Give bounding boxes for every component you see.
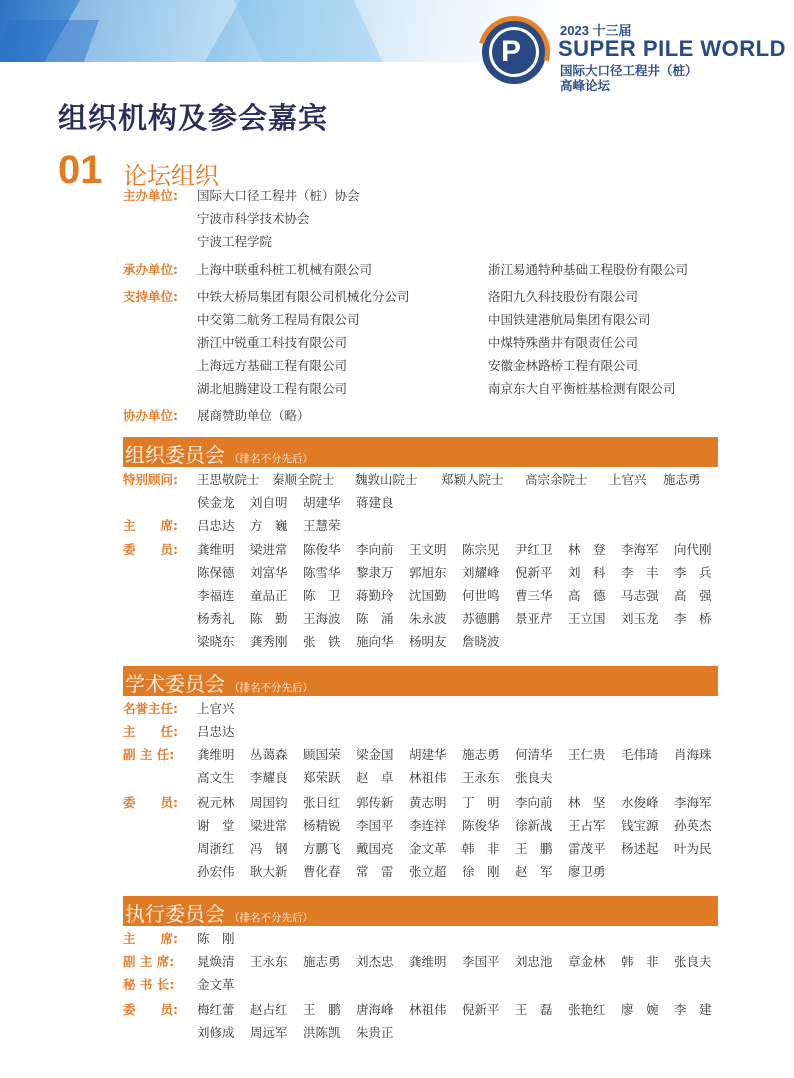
person-name: 杨秀礼 <box>197 611 235 626</box>
section-number: 01 <box>58 148 103 192</box>
person-name: 丁 明 <box>462 795 500 810</box>
person-name: 水俊峰 <box>621 795 659 810</box>
person-name: 杨精锐 <box>303 818 341 833</box>
person-name: 高 强 <box>674 588 712 603</box>
co-label: 协办单位: <box>123 408 178 423</box>
member-row <box>197 795 727 811</box>
person-name: 施志勇 <box>462 747 500 762</box>
person-name: 韩 非 <box>462 841 500 856</box>
member-label: 委 员: <box>123 542 178 557</box>
person-name: 李国平 <box>462 954 500 969</box>
academic-committee-bar <box>123 666 718 696</box>
person-name: 陈雪华 <box>303 565 341 580</box>
person-name: 黎隶万 <box>356 565 394 580</box>
person-name: 吕忠达 <box>197 724 235 739</box>
person-name: 刘富华 <box>250 565 288 580</box>
person-name: 孙英杰 <box>674 818 712 833</box>
advisor-row <box>197 472 713 488</box>
person-name: 韩 非 <box>621 954 659 969</box>
logo-mark-icon: P <box>482 20 546 84</box>
person-name: 郭旭东 <box>409 565 447 580</box>
person-name: 尹红卫 <box>515 542 553 557</box>
person-name: 向代刚 <box>674 542 712 557</box>
deputy-row <box>197 747 727 763</box>
person-name: 杨述起 <box>621 841 659 856</box>
person-name: 周国钧 <box>250 795 288 810</box>
deputy-row <box>197 770 568 786</box>
person-name: 沈国勤 <box>409 588 447 603</box>
person-name: 黄志明 <box>409 795 447 810</box>
person-name: 张日红 <box>303 795 341 810</box>
person-name: 蒋建良 <box>356 495 394 510</box>
person-name: 施向华 <box>356 634 394 649</box>
person-name: 常 雷 <box>356 864 394 879</box>
person-name: 梁进常 <box>250 542 288 557</box>
member-row <box>197 841 727 857</box>
member-row <box>197 1025 409 1041</box>
support-unit: 南京东大自平衡桩基检测有限公司 <box>488 381 676 396</box>
support-label: 支持单位: <box>123 289 178 304</box>
person-name: 刘玉龙 <box>621 611 659 626</box>
host-unit: 国际大口径工程井（桩）协会 <box>197 188 360 203</box>
person-name: 龚维明 <box>197 542 235 557</box>
support-unit: 浙江中锐重工科技有限公司 <box>197 335 348 350</box>
person-name: 李向前 <box>515 795 553 810</box>
member-row <box>197 588 727 604</box>
logo-edition: 2023 十三届 <box>560 23 632 38</box>
person-name: 刘忠池 <box>515 954 553 969</box>
person-name: 魏敦山院士 <box>355 472 418 487</box>
person-name: 胡建华 <box>409 747 447 762</box>
person-name: 方 巍 <box>250 518 288 533</box>
support-unit: 安徽金林路桥工程有限公司 <box>488 358 639 373</box>
person-name: 马志强 <box>621 588 659 603</box>
person-name: 肖海珠 <box>674 747 712 762</box>
undertake-unit: 上海中联重科桩工机械有限公司 <box>197 262 373 277</box>
person-name: 王海波 <box>303 611 341 626</box>
chair-label: 主 席: <box>123 518 178 533</box>
person-name: 王立国 <box>568 611 606 626</box>
chair-row <box>197 518 356 534</box>
person-name: 何清华 <box>515 747 553 762</box>
person-name: 龚秀刚 <box>250 634 288 649</box>
person-name: 冯 钢 <box>250 841 288 856</box>
person-name: 上官兴 <box>609 472 647 487</box>
person-name: 陈保德 <box>197 565 235 580</box>
person-name: 王思敬院士 <box>197 472 260 487</box>
support-unit: 中铁大桥局集团有限公司机械化分公司 <box>197 289 410 304</box>
person-name: 刘 科 <box>568 565 606 580</box>
person-name: 梁金国 <box>356 747 394 762</box>
person-name: 陈 涌 <box>356 611 394 626</box>
person-name: 李海军 <box>621 542 659 557</box>
support-unit: 中国铁建港航局集团有限公司 <box>488 312 651 327</box>
person-name: 李 兵 <box>674 565 712 580</box>
person-name: 梅红蕾 <box>197 1002 235 1017</box>
academic-committee-note: （排名不分先后） <box>229 682 313 694</box>
member-row <box>197 818 727 834</box>
person-name: 上官兴 <box>197 701 235 716</box>
support-unit: 上海远方基础工程有限公司 <box>197 358 348 373</box>
person-name: 倪新平 <box>462 1002 500 1017</box>
person-name: 张立超 <box>409 864 447 879</box>
person-name: 龚维明 <box>197 747 235 762</box>
person-name: 戴国亮 <box>356 841 394 856</box>
person-name: 李耀良 <box>250 770 288 785</box>
person-name: 陈 卫 <box>303 588 341 603</box>
person-name: 朱永波 <box>409 611 447 626</box>
person-name: 赵占红 <box>250 1002 288 1017</box>
person-name: 郑荣跃 <box>303 770 341 785</box>
person-name: 刘杰忠 <box>356 954 394 969</box>
person-name: 童品正 <box>250 588 288 603</box>
person-name: 倪新平 <box>515 565 553 580</box>
person-name: 周浙红 <box>197 841 235 856</box>
person-name: 赵 卓 <box>356 770 394 785</box>
logo-brand: SUPER PILE WORLD <box>558 36 787 61</box>
person-name: 王文明 <box>409 542 447 557</box>
person-name: 洪陈凯 <box>303 1025 341 1040</box>
support-unit: 湖北旭腾建设工程有限公司 <box>197 381 348 396</box>
member-row <box>197 864 621 880</box>
support-unit: 中煤特殊凿井有限责任公司 <box>488 335 639 350</box>
person-name: 陈 勤 <box>250 611 288 626</box>
org-committee-title: 组织委员会 <box>125 443 225 467</box>
person-name: 张艳红 <box>568 1002 606 1017</box>
person-name: 秦顺全院士 <box>272 472 335 487</box>
person-name: 梁晓东 <box>197 634 235 649</box>
person-name: 李海军 <box>674 795 712 810</box>
exec-committee-bar <box>123 896 718 926</box>
person-name: 李连祥 <box>409 818 447 833</box>
person-name: 何世鸣 <box>462 588 500 603</box>
person-name: 杨明友 <box>409 634 447 649</box>
person-name: 廖 婉 <box>621 1002 659 1017</box>
host-label: 主办单位: <box>123 188 178 203</box>
person-name: 王 鹏 <box>515 841 553 856</box>
person-name: 吕忠达 <box>197 518 235 533</box>
person-name: 刘耀峰 <box>462 565 500 580</box>
page-title: 组织机构及参会嘉宾 <box>58 101 329 135</box>
person-name: 孙宏伟 <box>197 864 235 879</box>
person-name: 王慧荣 <box>303 518 341 533</box>
person-name: 周远军 <box>250 1025 288 1040</box>
person-name: 曹化春 <box>303 864 341 879</box>
person-name: 施志勇 <box>663 472 701 487</box>
person-name: 蒋勤玲 <box>356 588 394 603</box>
logo-subtitle-1: 国际大口径工程井（桩） <box>560 63 698 78</box>
person-name: 丛蔼森 <box>250 747 288 762</box>
person-name: 李向前 <box>356 542 394 557</box>
person-name: 李 丰 <box>621 565 659 580</box>
person-name: 王仁贵 <box>568 747 606 762</box>
undertake-label: 承办单位: <box>123 262 178 277</box>
person-name: 王 磊 <box>515 1002 553 1017</box>
person-name: 雷茂平 <box>568 841 606 856</box>
person-name: 金文革 <box>409 841 447 856</box>
exec-committee-note: （排名不分先后） <box>229 912 313 924</box>
person-name: 高 德 <box>568 588 606 603</box>
person-name: 景亚芹 <box>515 611 553 626</box>
person-name: 侯金龙 <box>197 495 235 510</box>
logo-subtitle-2: 高峰论坛 <box>560 78 611 93</box>
honorary-label: 名誉主任: <box>123 701 178 716</box>
person-name: 龚维明 <box>409 954 447 969</box>
person-name: 方鹏飞 <box>303 841 341 856</box>
member-row <box>197 1002 727 1018</box>
advisor-label: 特别顾问: <box>123 472 178 487</box>
deputy-label: 副 主 席: <box>123 954 175 969</box>
person-name: 徐新战 <box>515 818 553 833</box>
person-name: 李 建 <box>674 1002 712 1017</box>
person-name: 耿大新 <box>250 864 288 879</box>
person-name: 陈俊华 <box>303 542 341 557</box>
support-unit: 中交第二航务工程局有限公司 <box>197 312 360 327</box>
person-name: 顾国荣 <box>303 747 341 762</box>
person-name: 高宗余院士 <box>525 472 588 487</box>
person-name: 陈俊华 <box>462 818 500 833</box>
member-row <box>197 542 727 558</box>
person-name: 郑颖人院士 <box>441 472 504 487</box>
chair-label: 主 席: <box>123 931 178 946</box>
exec-committee-title: 执行委员会 <box>125 902 225 926</box>
org-committee-note: （排名不分先后） <box>229 453 313 465</box>
host-unit: 宁波工程学院 <box>197 234 273 249</box>
section-title: 论坛组织 <box>123 162 219 190</box>
person-name: 林 坚 <box>568 795 606 810</box>
person-name: 刘修成 <box>197 1025 235 1040</box>
person-name: 朱贵正 <box>356 1025 394 1040</box>
person-name: 唐海峰 <box>356 1002 394 1017</box>
person-name: 林 登 <box>568 542 606 557</box>
person-name: 李 桥 <box>674 611 712 626</box>
org-committee-bar <box>123 437 718 467</box>
person-name: 钱宝源 <box>621 818 659 833</box>
person-name: 苏德鹏 <box>462 611 500 626</box>
member-row <box>197 634 515 650</box>
person-name: 毛伟琦 <box>621 747 659 762</box>
academic-committee-title: 学术委员会 <box>125 672 225 696</box>
advisor-row <box>197 495 409 511</box>
member-row <box>197 565 727 581</box>
person-name: 曹三华 <box>515 588 553 603</box>
person-name: 林祖伟 <box>409 1002 447 1017</box>
person-name: 陈 刚 <box>197 931 235 946</box>
person-name: 郭传新 <box>356 795 394 810</box>
person-name: 谢 堂 <box>197 818 235 833</box>
host-unit: 宁波市科学技术协会 <box>197 211 310 226</box>
person-name: 施志勇 <box>303 954 341 969</box>
person-name: 祝元林 <box>197 795 235 810</box>
person-name: 李国平 <box>356 818 394 833</box>
person-name: 张良夫 <box>674 954 712 969</box>
person-name: 高文生 <box>197 770 235 785</box>
person-name: 詹晓波 <box>462 634 500 649</box>
member-row <box>197 611 727 627</box>
person-name: 刘自明 <box>250 495 288 510</box>
person-name: 梁进常 <box>250 818 288 833</box>
member-label: 委 员: <box>123 795 178 810</box>
deputy-row <box>197 954 727 970</box>
person-name: 叶为民 <box>674 841 712 856</box>
person-name: 李福连 <box>197 588 235 603</box>
event-logo <box>482 14 787 93</box>
person-name: 徐 刚 <box>462 864 500 879</box>
person-name: 林祖伟 <box>409 770 447 785</box>
person-name: 张良夫 <box>515 770 553 785</box>
deputy-label: 副 主 任: <box>123 747 175 762</box>
support-unit: 洛阳九久科技股份有限公司 <box>488 289 639 304</box>
member-label: 委 员: <box>123 1002 178 1017</box>
person-name: 王永东 <box>250 954 288 969</box>
secretary-label: 秘 书 长: <box>123 977 175 992</box>
director-label: 主 任: <box>123 724 178 739</box>
person-name: 晁焕清 <box>197 954 235 969</box>
person-name: 章金林 <box>568 954 606 969</box>
undertake-unit: 浙江易通特种基础工程股份有限公司 <box>488 262 689 277</box>
co-unit: 展商赞助单位（略） <box>197 408 310 423</box>
person-name: 金文革 <box>197 977 235 992</box>
person-name: 赵 军 <box>515 864 553 879</box>
person-name: 胡建华 <box>303 495 341 510</box>
person-name: 陈宗见 <box>462 542 500 557</box>
person-name: 王 鹏 <box>303 1002 341 1017</box>
person-name: 廖卫勇 <box>568 864 606 879</box>
person-name: 王永东 <box>462 770 500 785</box>
person-name: 张 铁 <box>303 634 341 649</box>
person-name: 王占军 <box>568 818 606 833</box>
